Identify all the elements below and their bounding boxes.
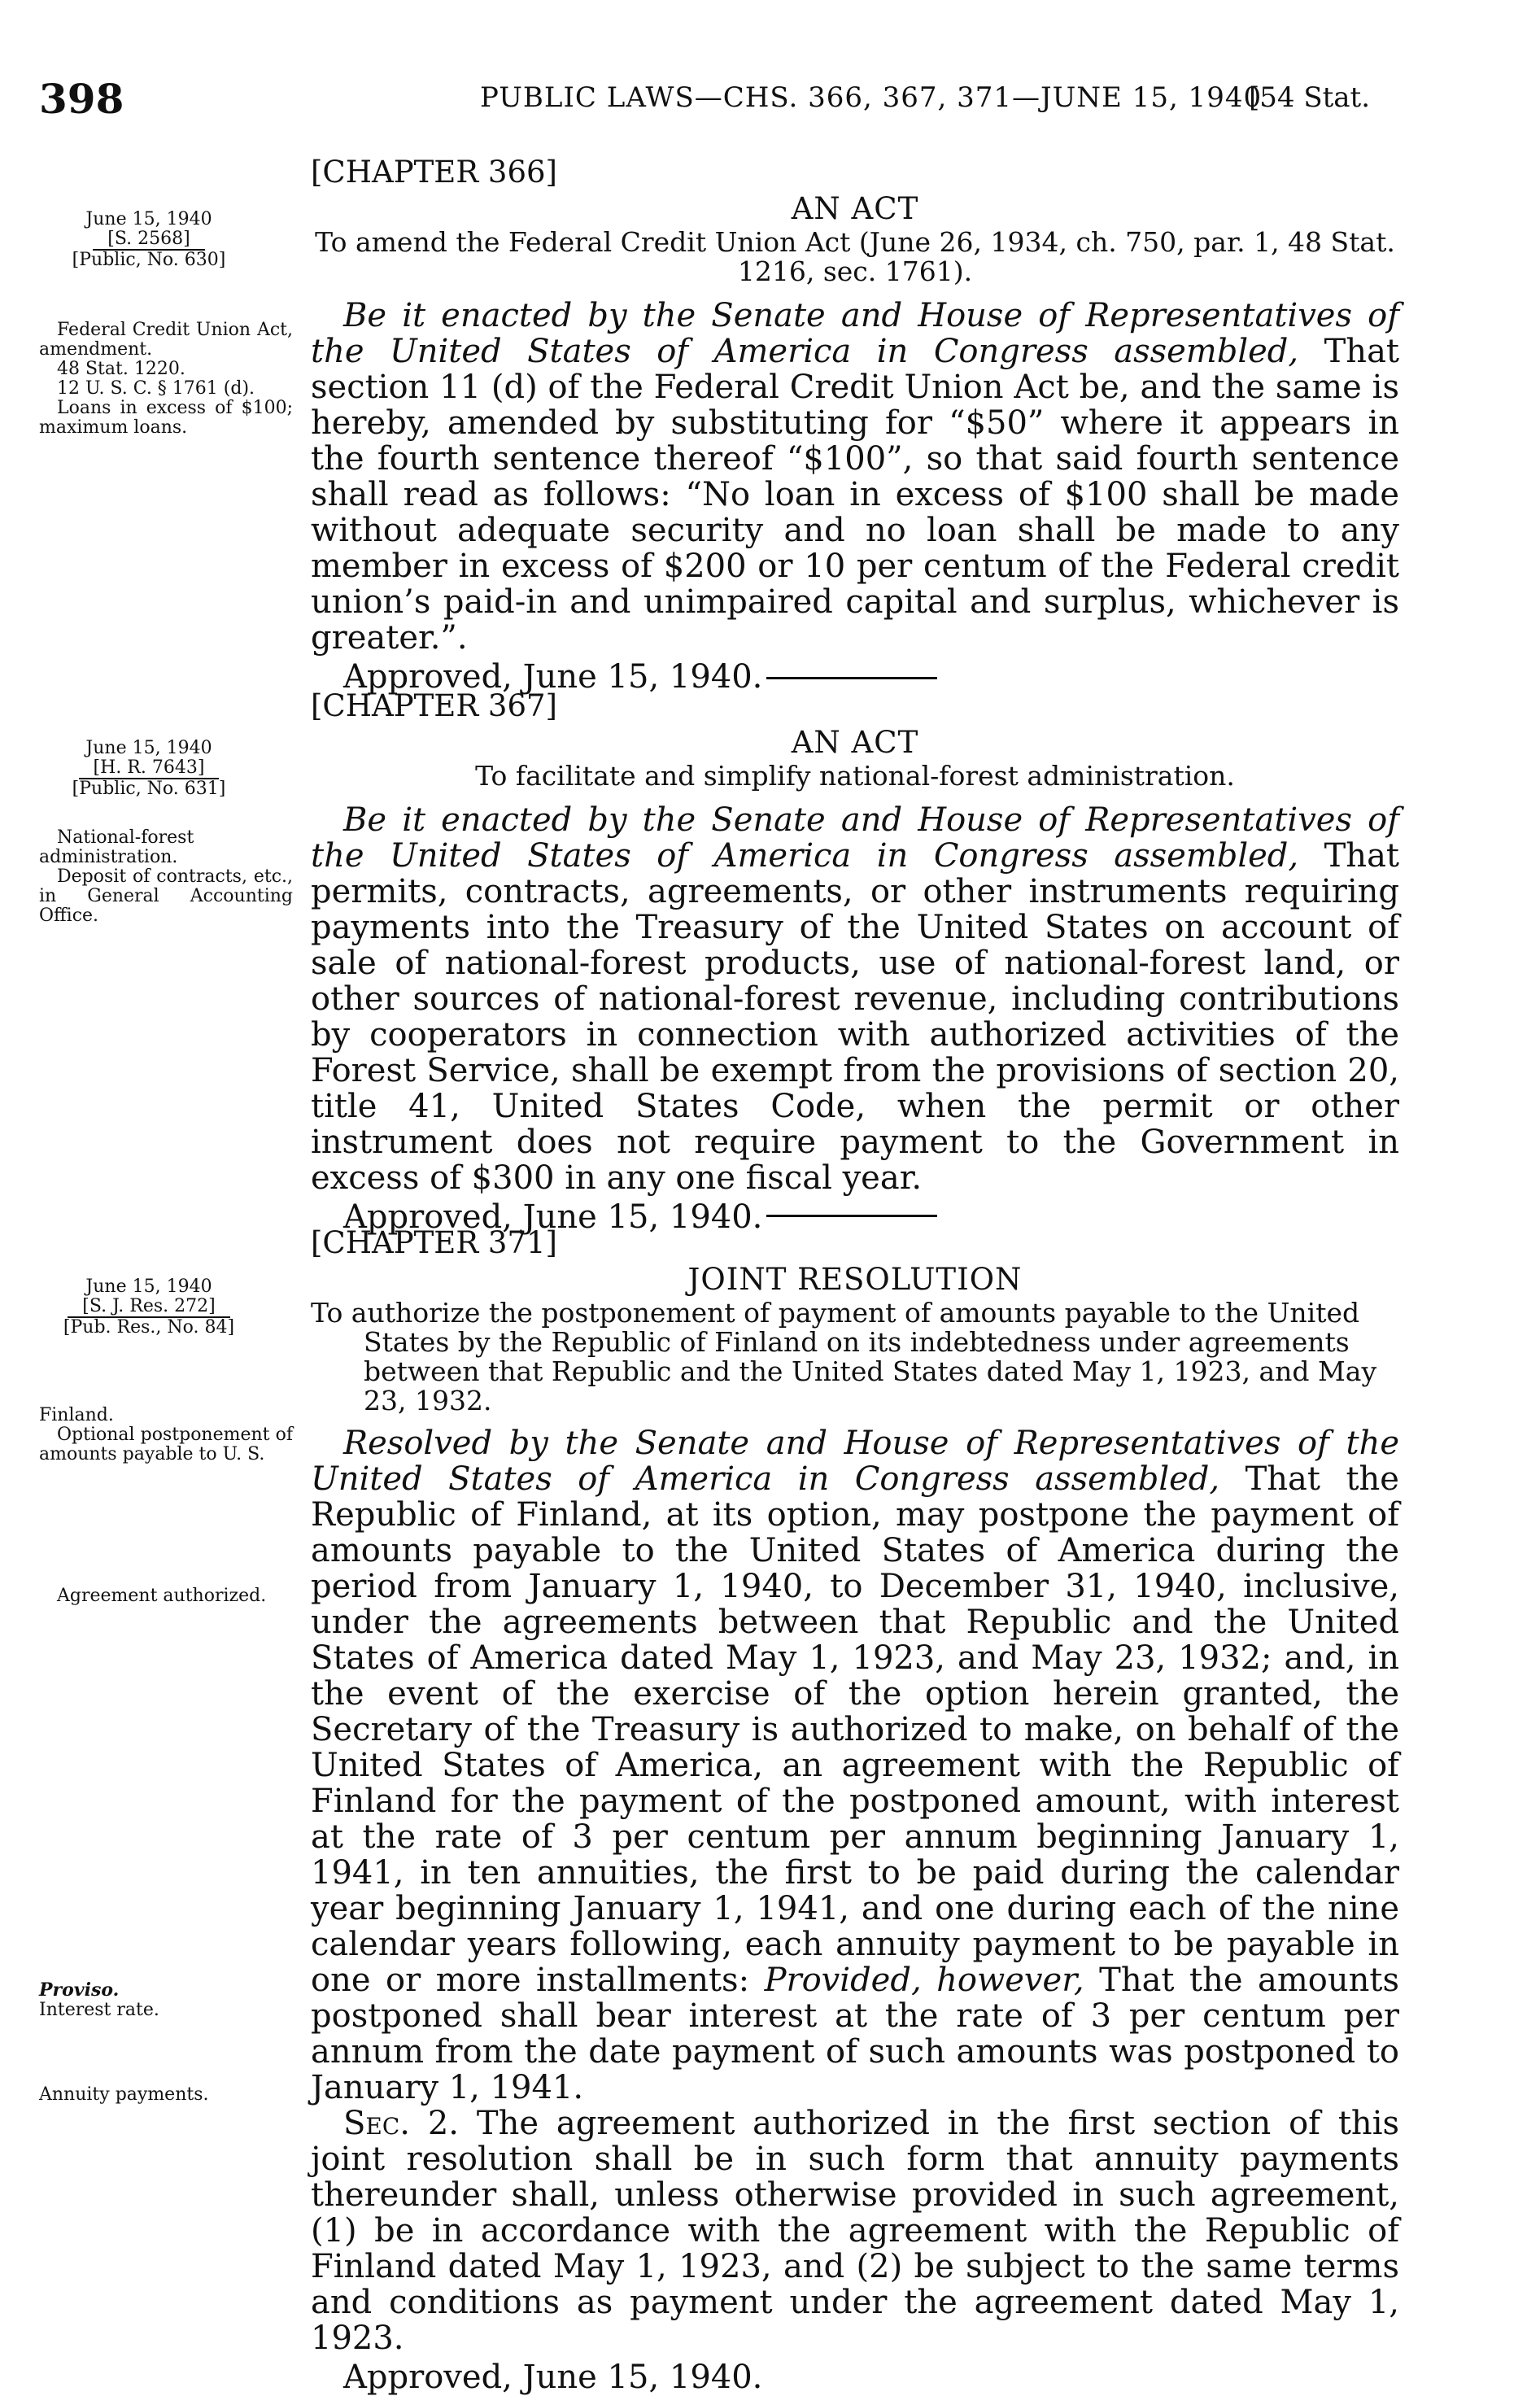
act-type: AN ACT	[791, 725, 919, 760]
statute-reference: [54 Stat.	[1249, 81, 1371, 114]
margin-note: Federal Credit Union Act, amendment.	[39, 320, 293, 360]
resolving-clause: Resolved by the Senate and House of Representatives of the United States of America in Congress assembled,	[311, 1425, 1399, 1498]
act-purpose: To authorize the postponement of payment of amounts payable to the United States by the Republic of Finland on its indebtedness under agreements between that Republic and the United States dated May 1, 1923, and May 23, 1932.	[311, 1297, 1377, 1416]
margin-header	[39, 739, 259, 799]
margin-header	[39, 1277, 259, 1338]
act-body	[311, 298, 1399, 656]
running-title: PUBLIC LAWS—CHS. 366, 367, 371—JUNE 15, 1940	[480, 81, 1263, 114]
margin-note: 12 U. S. C. § 1761 (d).	[57, 378, 255, 399]
margin-note: Deposit of contracts, etc., in General Accounting Office.	[39, 866, 293, 926]
act-purpose: To facilitate and simplify national-forest administration.	[475, 760, 1235, 792]
approval-line: Approved, June 15, 1940.	[343, 658, 763, 696]
margin-note: Finland.	[39, 1405, 114, 1425]
chapter-label: [CHAPTER 371]	[311, 1225, 557, 1260]
approval-line: Approved, June 15, 1940.	[343, 2359, 763, 2396]
margin-date: June 15, 1940	[85, 209, 212, 229]
margin-public-no: [Pub. Res., No. 84]	[63, 1317, 235, 1338]
chapter-367	[311, 688, 1399, 1235]
section-2-text: The agreement authorized in the first section of this joint resolution shall be in such form that annuity payments thereunder shall, unless otherwise provided in such agreement, (1) be in accordance with the agreement with the Republic of Finland dated May 1, 1923, and (2) be subject to the same terms and conditions as payment under the agreement dated May 1, 1923.	[311, 2105, 1400, 2357]
margin-date: June 15, 1940	[85, 738, 212, 758]
margin-note: Annuity payments.	[39, 2084, 209, 2105]
margin-note: Interest rate.	[39, 2000, 159, 2020]
body-text: That the Republic of Finland, at its option, may postpone the payment of amounts payable to the United States of America during the period from January 1, 1940, to December 31, 1940, inclusive, under the agreements between that Republic and the United States of America dated May 1, 1923, and May 23, 1932; and, in the event of the exercise of the option herein granted, the Secretary of the Treasury is authorized to make, on behalf of the United States of America, an agreement with the Republic of Finland for the payment of the postponed amount, with interest at the rate of 3 per centum per annum beginning January 1, 1941, in ten annuities, the first to be paid during the calendar year beginning January 1, 1941, and one during each of the nine calendar years following, each annuity payment to be payable in one or more installments:	[311, 1460, 1399, 1999]
proviso-text: That the amounts postponed shall bear interest at the rate of 3 per centum per annum from the date payment of such amounts was postponed to January 1, 1941.	[311, 1962, 1399, 2106]
approval-line: Approved, June 15, 1940.	[343, 1198, 763, 1236]
page-number: 398	[39, 75, 124, 123]
margin-note: National-forest administration.	[39, 827, 194, 867]
margin-notes-367	[39, 739, 293, 926]
act-purpose: To amend the Federal Credit Union Act (June 26, 1934, ch. 750, par. 1, 48 Stat. 1216, sec. 1761).	[315, 226, 1395, 287]
margin-note: Agreement authorized.	[57, 1586, 267, 1606]
chapter-371	[311, 1225, 1399, 2395]
act-type: AN ACT	[791, 191, 919, 226]
margin-note: Optional postponement of amounts payable to U. S.	[39, 1425, 293, 1464]
margin-notes-371	[39, 1277, 293, 2105]
section-divider	[766, 1215, 937, 1217]
enacting-clause: Be it enacted by the Senate and House of Representatives of the United States of America in Congress assembled,	[311, 297, 1399, 370]
proviso-note: Proviso.	[39, 1979, 120, 2001]
section-2-label: Sec. 2.	[343, 2105, 460, 2142]
enacting-clause: Be it enacted by the Senate and House of Representatives of the United States of America in Congress assembled,	[311, 801, 1399, 875]
margin-date: June 15, 1940	[85, 1277, 212, 1297]
chapter-366	[311, 155, 1399, 695]
margin-note: 48 Stat. 1220.	[57, 359, 185, 379]
proviso-label: Provided, however,	[764, 1962, 1084, 1999]
body-text: That section 11 (d) of the Federal Credit Union Act be, and the same is hereby, amended by substituting for “$50” where it appears in the fourth sentence thereof “$100”, so that said fourth sentence shall read as follows: “No loan in excess of $100 shall be made without adequate security and no loan shall be made to any member in excess of $200 or 10 per centum of the Federal credit union’s paid-in and unimpaired capital and surplus, whichever is greater.”.	[311, 333, 1399, 657]
body-text: That permits, contracts, agreements, or other instruments requiring payments into the Treasury of the United States on account of sale of national-forest products, use of national-forest land, or other sources of national-forest revenue, including contributions by cooperators in connection with authorized activities of the Forest Service, shall be exempt from the provisions of section 20, title 41, United States Code, when the permit or other instrument does not require payment to the Government in excess of $300 in any one fiscal year.	[311, 837, 1399, 1197]
margin-note	[39, 1980, 293, 2001]
chapter-label: [CHAPTER 367]	[311, 688, 557, 723]
margin-bill: [H. R. 7643]	[79, 758, 220, 779]
act-body	[311, 802, 1399, 1196]
margin-note: Loans in excess of $100; maximum loans.	[39, 398, 293, 438]
section-divider	[766, 677, 937, 679]
chapter-label: [CHAPTER 366]	[311, 155, 557, 190]
margin-notes-366	[39, 210, 293, 438]
margin-public-no: [Public, No. 631]	[72, 779, 226, 799]
resolution-body	[311, 1425, 1399, 2106]
margin-bill: [S. 2568]	[93, 229, 204, 251]
act-type: JOINT RESOLUTION	[687, 1262, 1023, 1297]
section-2	[311, 2106, 1399, 2356]
margin-header	[39, 210, 259, 270]
margin-bill: [S. J. Res. 272]	[68, 1297, 229, 1318]
margin-public-no: [Public, No. 630]	[72, 250, 226, 270]
